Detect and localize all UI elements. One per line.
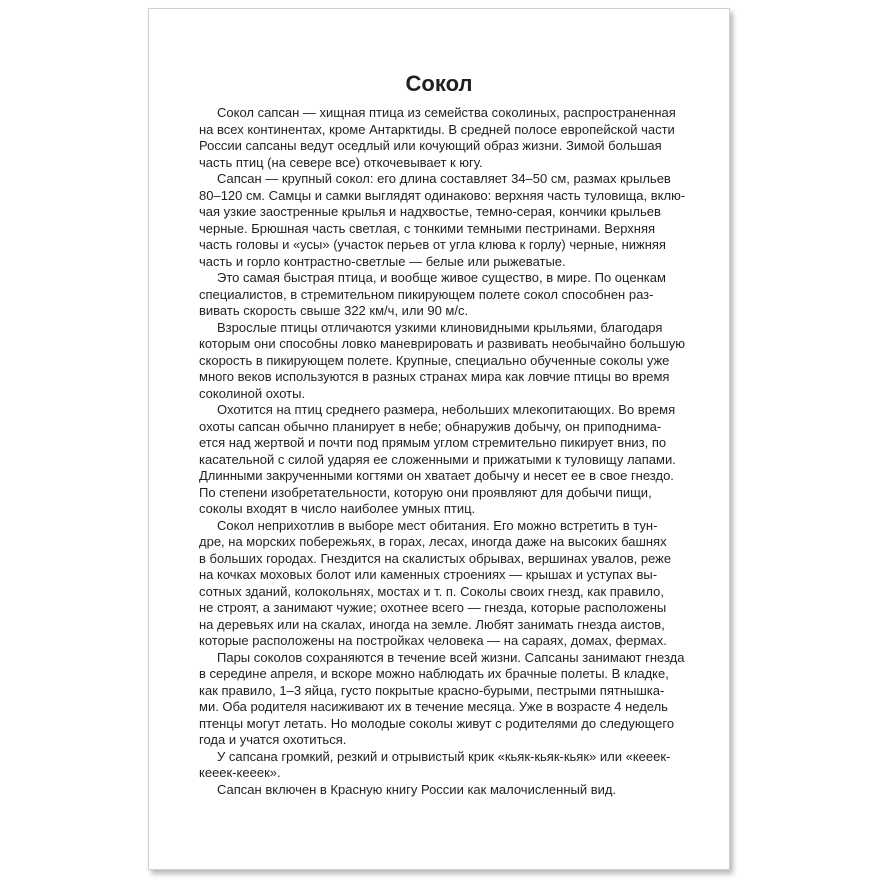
text-line: Охотится на птиц среднего размера, небольших млекопитающих. Во время	[217, 402, 676, 417]
page-title: Сокол	[405, 71, 473, 96]
text-line: сотных зданий, колокольнях, мостах и т. п. Соколы своих гнезд, как правило,	[199, 583, 664, 599]
text-line: 80–120 см. Самцы и самки выглядят одинаково: верхняя часть туловища, вклю-	[199, 187, 686, 203]
text-line: не строят, а занимают чужие; охотнее всего — гнезда, которые расположены	[199, 600, 667, 615]
paragraph	[199, 320, 686, 403]
paragraph	[199, 749, 686, 782]
text-line: Пары соколов сохраняются в течение всей жизни. Сапсаны занимают гнезда	[217, 649, 685, 665]
text-line: Сокол сапсан — хищная птица из семейства соколиных, распространенная	[217, 105, 676, 120]
text-line: специалистов, в стремительном пикирующем полете сокол способнен раз-	[199, 286, 654, 302]
text-line: на деревьях или на скалах, иногда на земле. Любят занимать гнезда аистов,	[199, 616, 665, 632]
text-line: Сапсан — крупный сокол: его длина составляет 34–50 см, размах крыльев	[217, 171, 671, 186]
text-line: По степени изобретательности, которую они проявляют для добычи пищи,	[199, 484, 652, 500]
text-line: как правило, 1–3 яйца, густо покрытые красно-бурыми, пестрыми пятнышка-	[199, 682, 665, 698]
document-page	[148, 8, 730, 870]
text-line: скорость в пикирующем полете. Крупные, специально обученные соколы уже	[199, 352, 670, 368]
text-line: соколиной охоты.	[199, 385, 306, 401]
text-line: кееек-кееек».	[199, 765, 281, 780]
text-line: Сокол неприхотлив в выборе мест обитания. Его можно встретить в тун-	[217, 517, 658, 533]
text-line: ми. Оба родителя насиживают их в течение месяца. Уже в возрасте 4 недель	[199, 699, 668, 714]
paragraph	[199, 171, 686, 270]
text-line: которым они способны ловко маневрировать и развивать необычайно большую	[199, 336, 685, 351]
paragraph	[199, 402, 686, 518]
text-line: соколы входят в число наиболее умных птиц.	[199, 501, 476, 516]
paragraph	[199, 270, 686, 320]
text-line: года и учатся охотиться.	[199, 732, 347, 747]
text-line: охоты сапсан обычно планирует в небе; обнаружив добычу, он приподнима-	[199, 418, 662, 434]
text-line: на всех континентах, кроме Антарктиды. В средней полосе европейской части	[199, 121, 675, 137]
text-line: часть птиц (на севере все) откочевывает к югу.	[199, 154, 483, 170]
text-line: черные. Брюшная часть светлая, с тонкими темными пестринами. Верхняя	[199, 220, 656, 236]
text-line: Сапсан включен в Красную книгу России как малочисленный вид.	[217, 781, 617, 797]
text-line: птенцы могут летать. Но молодые соколы живут с родителями до следующего	[199, 715, 675, 731]
paragraph	[199, 650, 686, 749]
text-line: Взрослые птицы отличаются узкими клиновидными крыльями, благодаря	[217, 319, 663, 335]
paragraph	[199, 105, 686, 171]
text-line: У сапсана громкий, резкий и отрывистый крик «кьяк-кьяк-кьяк» или «кееек-	[217, 748, 671, 764]
text-line: много веков используются в разных странах мира как ловчие птицы во время	[199, 369, 670, 384]
text-line: дре, на морских побережьях, в горах, лесах, иногда даже на высоких башнях	[199, 534, 667, 549]
paragraph	[199, 782, 686, 799]
text-line: которые расположены на постройках человека — на сараях, домах, фермах.	[199, 633, 667, 648]
text-line: на кочках моховых болот или каменных строениях — крышах и уступах вы-	[199, 567, 658, 582]
text-line: чая узкие заостренные крылья и надхвостье, темно-серая, кончики крыльев	[199, 204, 661, 219]
text-line: часть головы и «усы» (участок перьев от угла клюва к горлу) черные, нижняя	[199, 237, 666, 252]
text-line: в середине апреля, и вскоре можно наблюдать их брачные полеты. В кладке,	[199, 666, 669, 681]
text-line: часть и горло контрастно-светлые — белые или рыжеватые.	[199, 253, 566, 269]
text-line: России сапсаны ведут оседлый или кочующий образ жизни. Зимой большая	[199, 138, 662, 153]
text-line: касательной с силой ударяя ее сложенными и прижатыми к туловищу лапами.	[199, 451, 676, 467]
text-line: вивать скорость свыше 322 км/ч, или 90 м/с.	[199, 303, 469, 318]
text-line: в больших городах. Гнездится на скалистых обрывах, вершинах увалов, реже	[199, 550, 672, 566]
text-line: Это самая быстрая птица, и вообще живое существо, в мире. По оценкам	[217, 270, 666, 285]
text-line: ется над жертвой и почти под прямым углом стремительно пикирует вниз, по	[199, 435, 667, 450]
paragraph	[199, 518, 686, 650]
text-line: Длинными закрученными когтями он хватает добычу и несет ее в свое гнездо.	[199, 468, 674, 483]
article-text	[199, 105, 686, 798]
